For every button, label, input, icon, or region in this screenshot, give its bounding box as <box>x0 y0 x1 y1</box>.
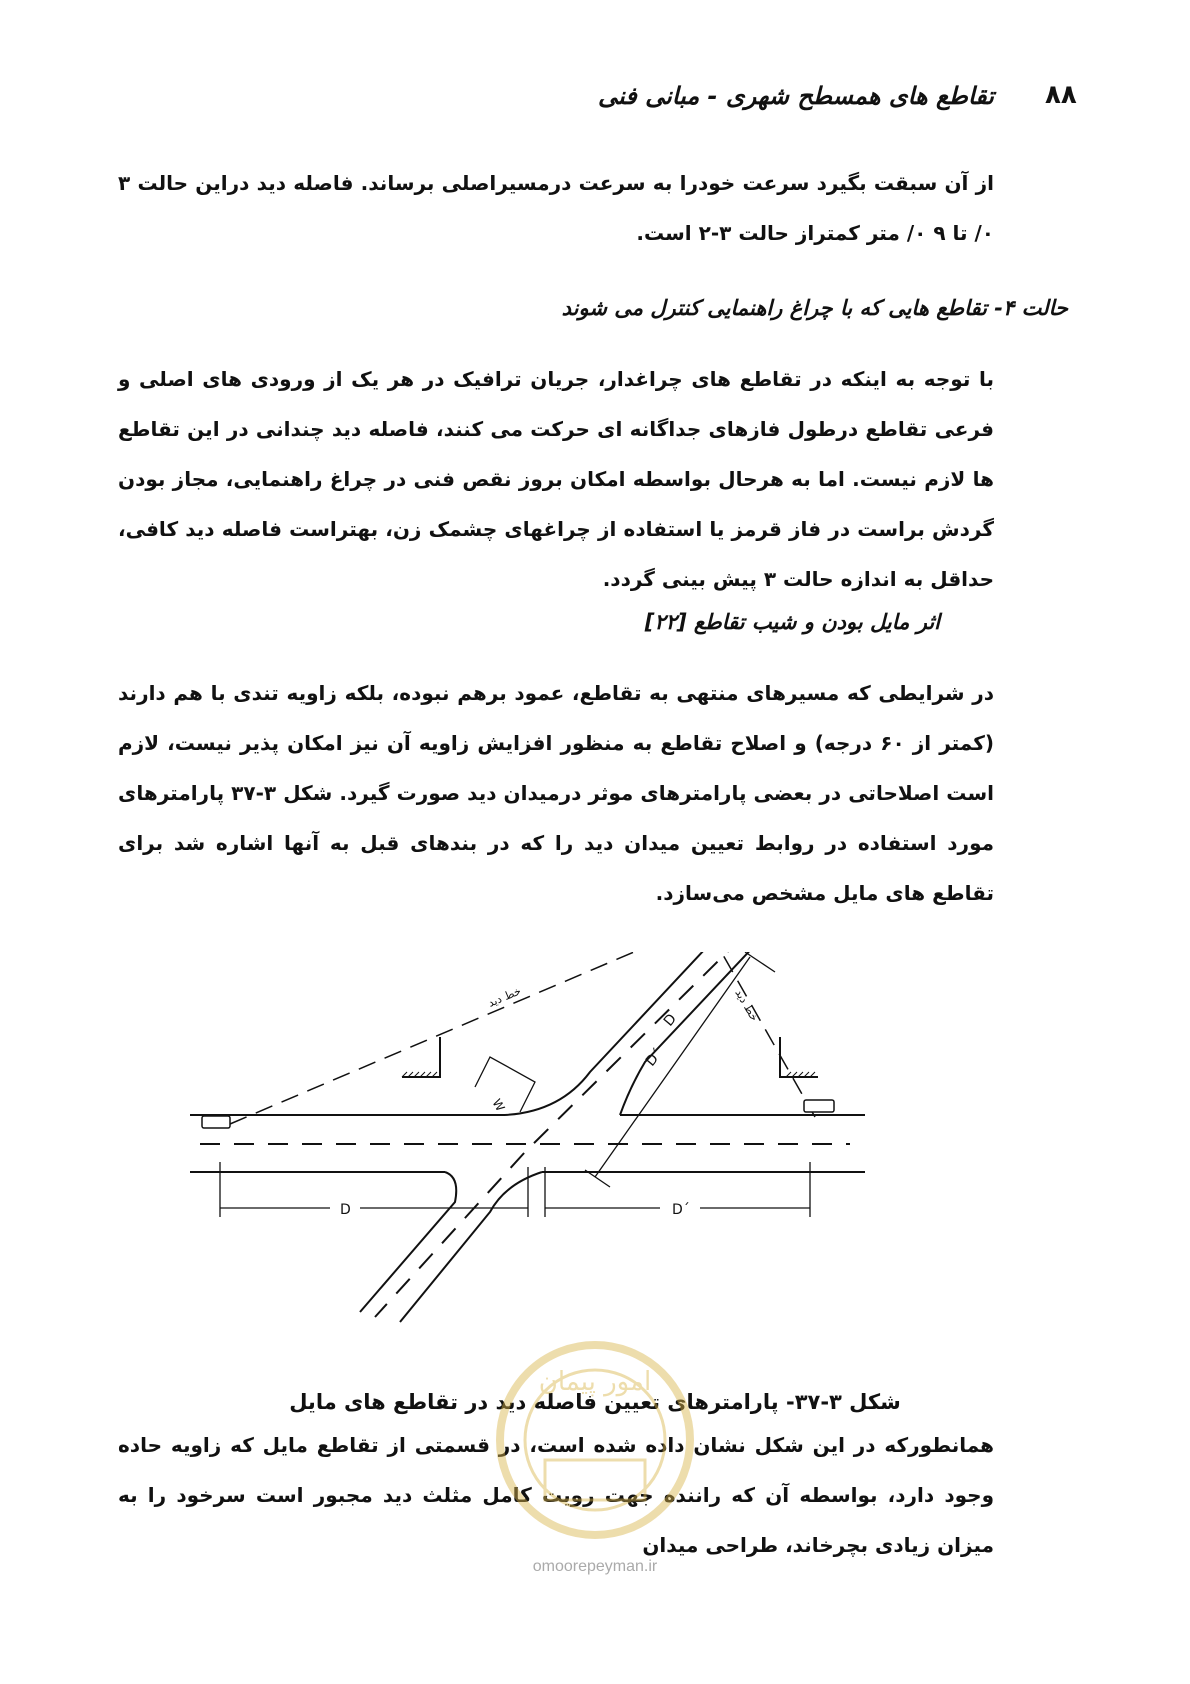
building-hatch <box>402 1072 815 1077</box>
dimension-diagonal <box>585 952 775 1187</box>
building-right <box>780 1037 818 1077</box>
skew-road-right-edge-lower <box>400 1172 542 1322</box>
skewed-intersection-diagram <box>190 952 930 1362</box>
label-D-left: D <box>340 1202 351 1218</box>
watermark-logo-text: امور پیمان <box>538 1367 652 1397</box>
heading-case-4: حالت ۴- تقاطع هایی که با چراغ راهنمایی کنترل می شوند <box>561 296 1068 320</box>
watermark-logo <box>475 1320 715 1590</box>
car-right <box>804 1100 834 1112</box>
skew-road-left-edge-lower <box>360 1172 456 1312</box>
paragraph-1: از آن سبقت بگیرد سرعت خودرا به سرعت درمسیراصلی برساند. فاصله دید دراین حالت ۳ ۰/ تا ۹ ۰/ متر کمتراز حالت ۳-۲ است. <box>118 171 994 245</box>
running-header: تقاطع های همسطح شهری - مبانی فنی <box>598 82 994 110</box>
page-number: ۸۸ <box>1045 80 1077 110</box>
figure-caption: شکل ۳-۳۷- پارامترهای تعیین فاصله دید در تقاطع های مایل <box>289 1390 901 1414</box>
label-D-prime-diagonal: D´ <box>642 1045 667 1070</box>
heading-skew-effect: اثر مایل بودن و شیب تقاطع [۲۲] <box>644 610 940 634</box>
watermark-url: omoorepeyman.ir <box>532 1558 658 1575</box>
paragraph-2: با توجه به اینکه در تقاطع های چراغدار، جریان ترافیک در هر یک از ورودی های اصلی و فرعی تقاطع درطول فازهای جداگانه ای حرکت می کنند، فاصله دید چندانی در این تقاطع ها لازم نیست. اما به هرحال بواسطه امکان بروز نقص فنی در چراغ راهنمایی، مجاز بودن گردش براست در فاز قرمز یا استفاده از چراغهای چشمک زن، بهتراست فاصله دید کافی، حداقل به اندازه حالت ۳ پیش بینی گردد. <box>118 367 994 591</box>
label-sight-line-left: خط دید <box>486 984 523 1010</box>
label-sight-line-right: خط دید <box>732 987 761 1024</box>
paragraph-3: در شرایطی که مسیرهای منتهی به تقاطع، عمود برهم نبوده، بلکه زاویه تندی با هم دارند (کمتر از ۶۰ درجه) و اصلاح تقاطع به منظور افزایش زاویه آن نیز امکان پذیر نیست، لازم است اصلاحاتی در بعضی پارامترهای موثر درمیدان دید صورت گیرد. شکل ۳-۳۷ پارامترهای مورد استفاده در روابط تعیین میدان دید را که در بندهای قبل به آنها اشاره شد برای تقاطع های مایل مشخص می‌سازد. <box>118 681 995 905</box>
paragraph-4: همانطورکه در این شکل نشان داده شده است، در قسمتی از تقاطع مایل که زاویه حاده وجود دارد، بواسطه آن که راننده جهت رویت کامل مثلث دید مجبور است سرخود را به میزان زیادی بچرخاند، طراحی میدان <box>118 1433 994 1557</box>
skew-road-right-edge-upper <box>620 952 805 1115</box>
label-W: W <box>489 1096 508 1114</box>
label-D-diagonal: D <box>660 1011 680 1030</box>
sight-line-left <box>230 952 695 1124</box>
skew-road-centerline <box>375 952 790 1317</box>
label-D-prime: D´ <box>672 1202 690 1218</box>
car-left <box>202 1116 230 1128</box>
dimension-ticks <box>220 1162 810 1217</box>
building-corners <box>402 1037 818 1077</box>
